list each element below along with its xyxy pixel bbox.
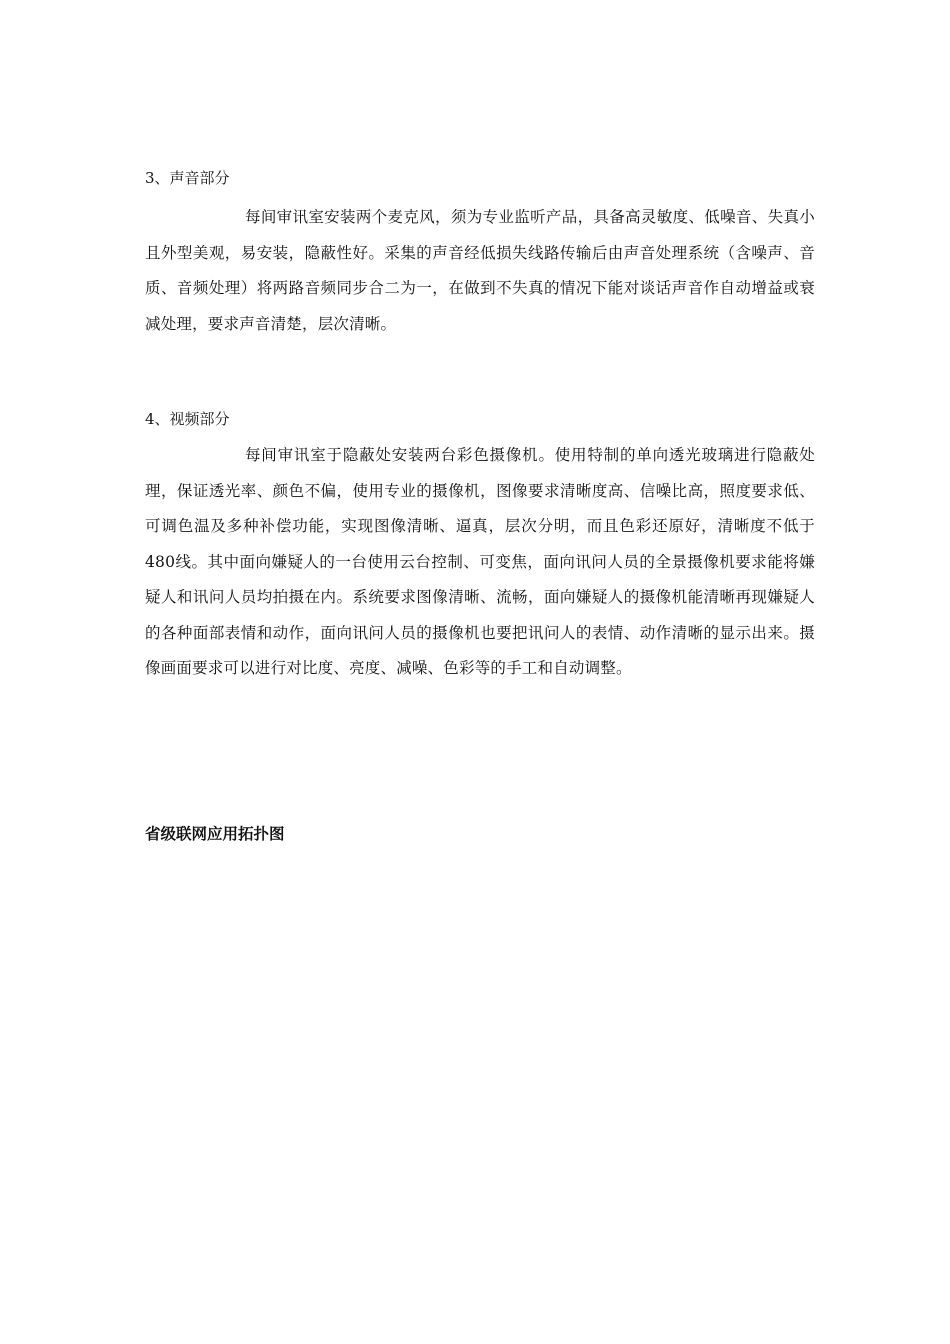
section-paragraph-video: 每间审讯室于隐蔽处安装两台彩色摄像机。使用特制的单向透光玻璃进行隐蔽处理，保证透光率、颜色不偏，使用专业的摄像机，图像要求清晰度高、信噪比高，照度要求低、可调色温及多种补偿功能，实现图像清晰、逼真，层次分明，而且色彩还原好，清晰度不低于480线。其中面向嫌疑人的一台使用云台控制、可变焦，面向讯问人员的全景摄像机要求能将嫌疑人和讯问人员均拍摄在内。系统要求图像清晰、流畅，面向嫌疑人的摄像机能清晰再现嫌疑人的各种面部表情和动作，面向讯问人员的摄像机也要把讯问人的表情、动作清晰的显示出来。摄像画面要求可以进行对比度、亮度、减噪、色彩等的手工和自动调整。	[145, 446, 815, 677]
section-heading-video: 4、视频部分	[145, 410, 230, 428]
topology-title: 省级联网应用拓扑图	[145, 824, 285, 843]
section-paragraph-sound: 每间审讯室安装两个麦克风，须为专业监听产品，具备高灵敏度、低噪音、失真小且外型美观，易安装，隐蔽性好。采集的声音经低损失线路传输后由声音处理系统（含噪声、音质、音频处理）将两路音频同步合二为一，在做到不失真的情况下能对谈话声音作自动增益或衰减处理，要求声音清楚，层次清晰。	[145, 208, 815, 333]
section-heading-sound: 3、声音部分	[145, 169, 230, 187]
